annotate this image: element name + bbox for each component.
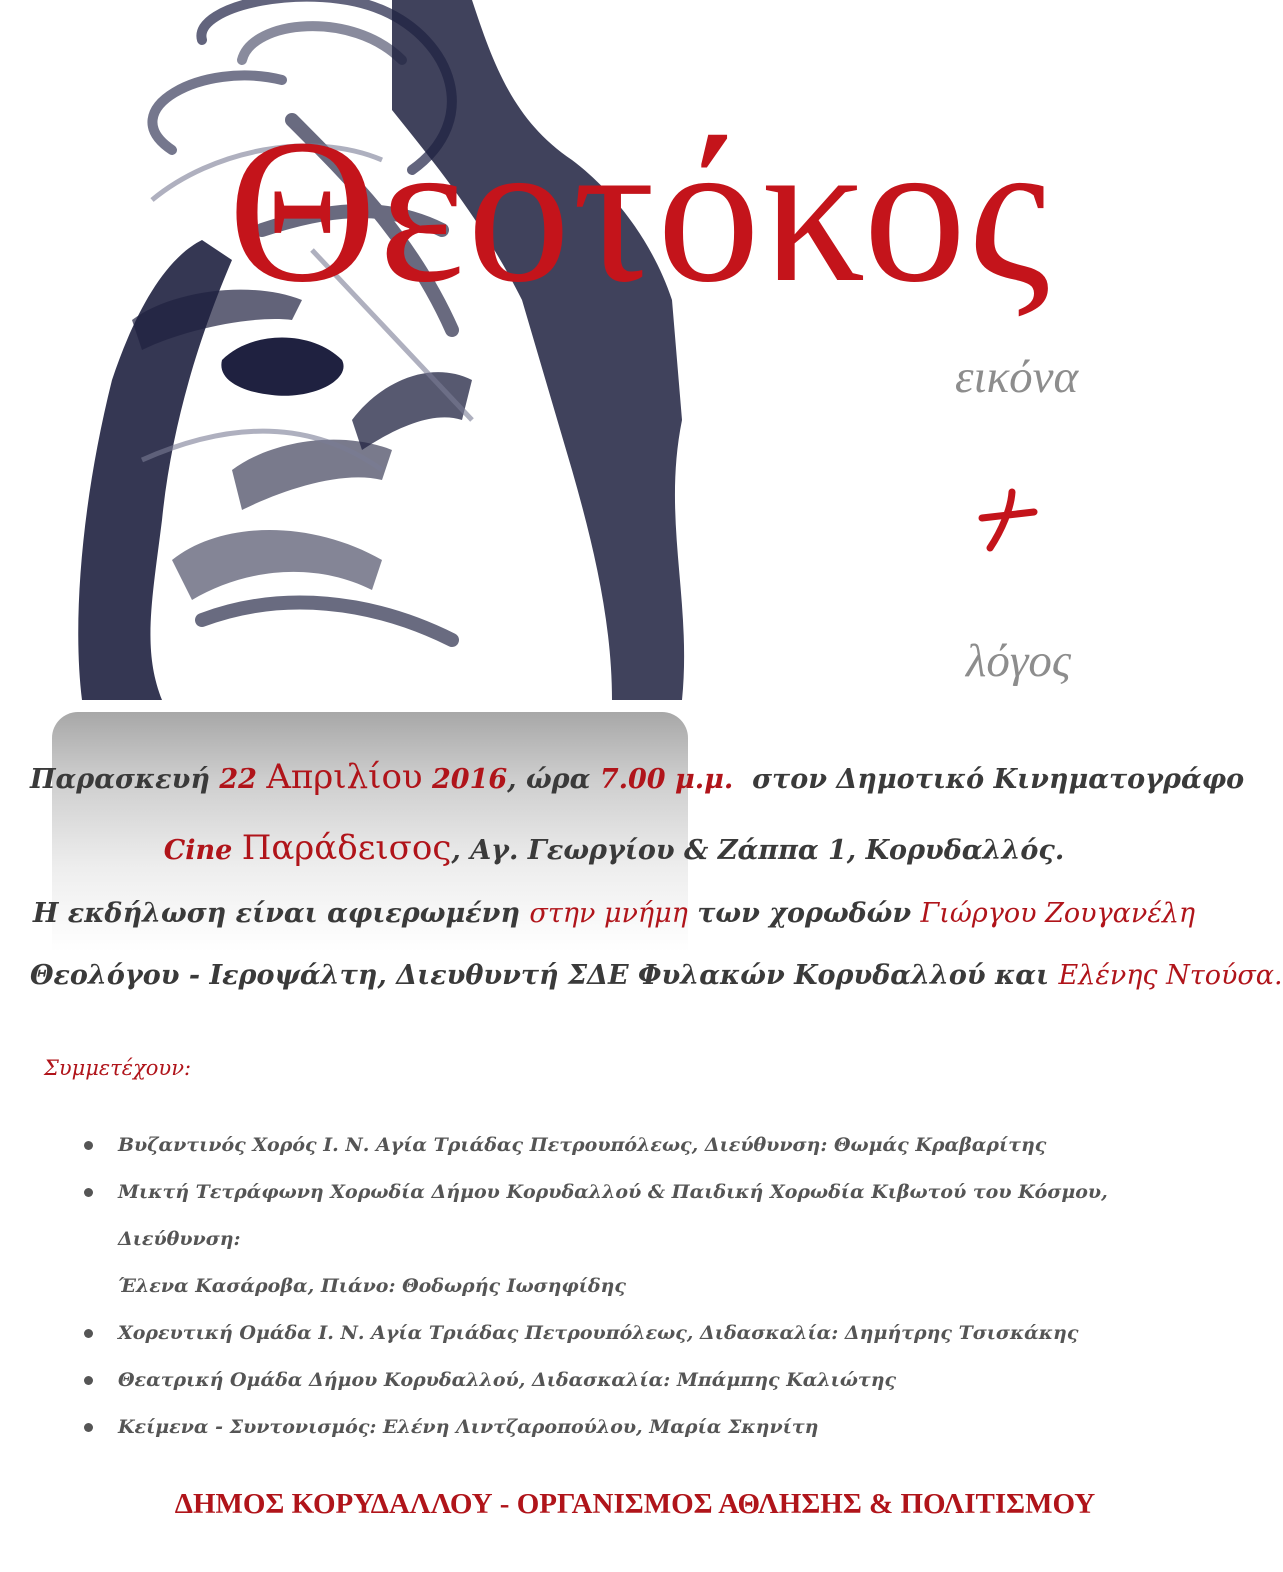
bullet-icon <box>84 1376 93 1385</box>
bullet-icon <box>84 1329 93 1338</box>
bullet-icon <box>84 1141 93 1150</box>
bullet-icon <box>84 1188 93 1197</box>
list-item: Βυζαντινός Χορός Ι. Ν. Αγία Τριάδας Πετρουπόλεως, Διεύθυνση: Θωμάς Κραβαρίτης <box>82 1122 1202 1169</box>
word-eikona: εικόνα <box>955 351 1079 403</box>
event-line-3: Η εκδήλωση είναι αφιερωμένη στην μνήμη των χορωδών Γιώργου Ζουγανέλη <box>32 898 1196 929</box>
list-item: Χορευτική Ομάδα Ι. Ν. Αγία Τριάδας Πετρουπόλεως, Διδασκαλία: Δημήτρης Τσισκάκης <box>82 1310 1202 1357</box>
participants-heading: Συμμετέχουν: <box>44 1056 192 1080</box>
page-title: Θεοτόκος <box>228 96 1052 325</box>
event-line-2: Cine Παράδεισος, Αγ. Γεωργίου & Ζάππα 1, Κορυδαλλός. <box>163 828 1065 868</box>
list-item: Μικτή Τετράφωνη Χορωδία Δήμου Κορυδαλλού & Παιδική Χορωδία Κιβωτού του Κόσμου, Διεύθυνση: Έλενα Κασάροβα, Πιάνο: Θοδωρής Ιωσηφίδης <box>82 1169 1202 1310</box>
event-line-4: Θεολόγου - Ιεροψάλτη, Διευθυντή ΣΔΕ Φυλακών Κορυδαλλού και Ελένης Ντούσα. <box>30 960 1283 991</box>
bullet-icon <box>84 1423 93 1432</box>
organizer-footer: ΔΗΜΟΣ ΚΟΡΥΔΑΛΛΟΥ - ΟΡΓΑΝΙΣΜΟΣ ΑΘΛΗΣΗΣ & ΠΟΛΙΤΙΣΜΟΥ <box>174 1488 1096 1520</box>
participants-list <box>82 1122 1202 1451</box>
list-item: Κείμενα - Συντονισμός: Ελένη Λιντζαροπούλου, Μαρία Σκηνίτη <box>82 1404 1202 1451</box>
event-line-1: Παρασκευή 22 Απριλίου 2016, ώρα 7.00 μ.μ. στον Δημοτικό Κινηματογράφο <box>30 757 1245 797</box>
word-logos: λόγος <box>966 635 1071 687</box>
plus-icon <box>978 488 1038 552</box>
list-item: Θεατρική Ομάδα Δήμου Κορυδαλλού, Διδασκαλία: Μπάμπης Καλιώτης <box>82 1357 1202 1404</box>
